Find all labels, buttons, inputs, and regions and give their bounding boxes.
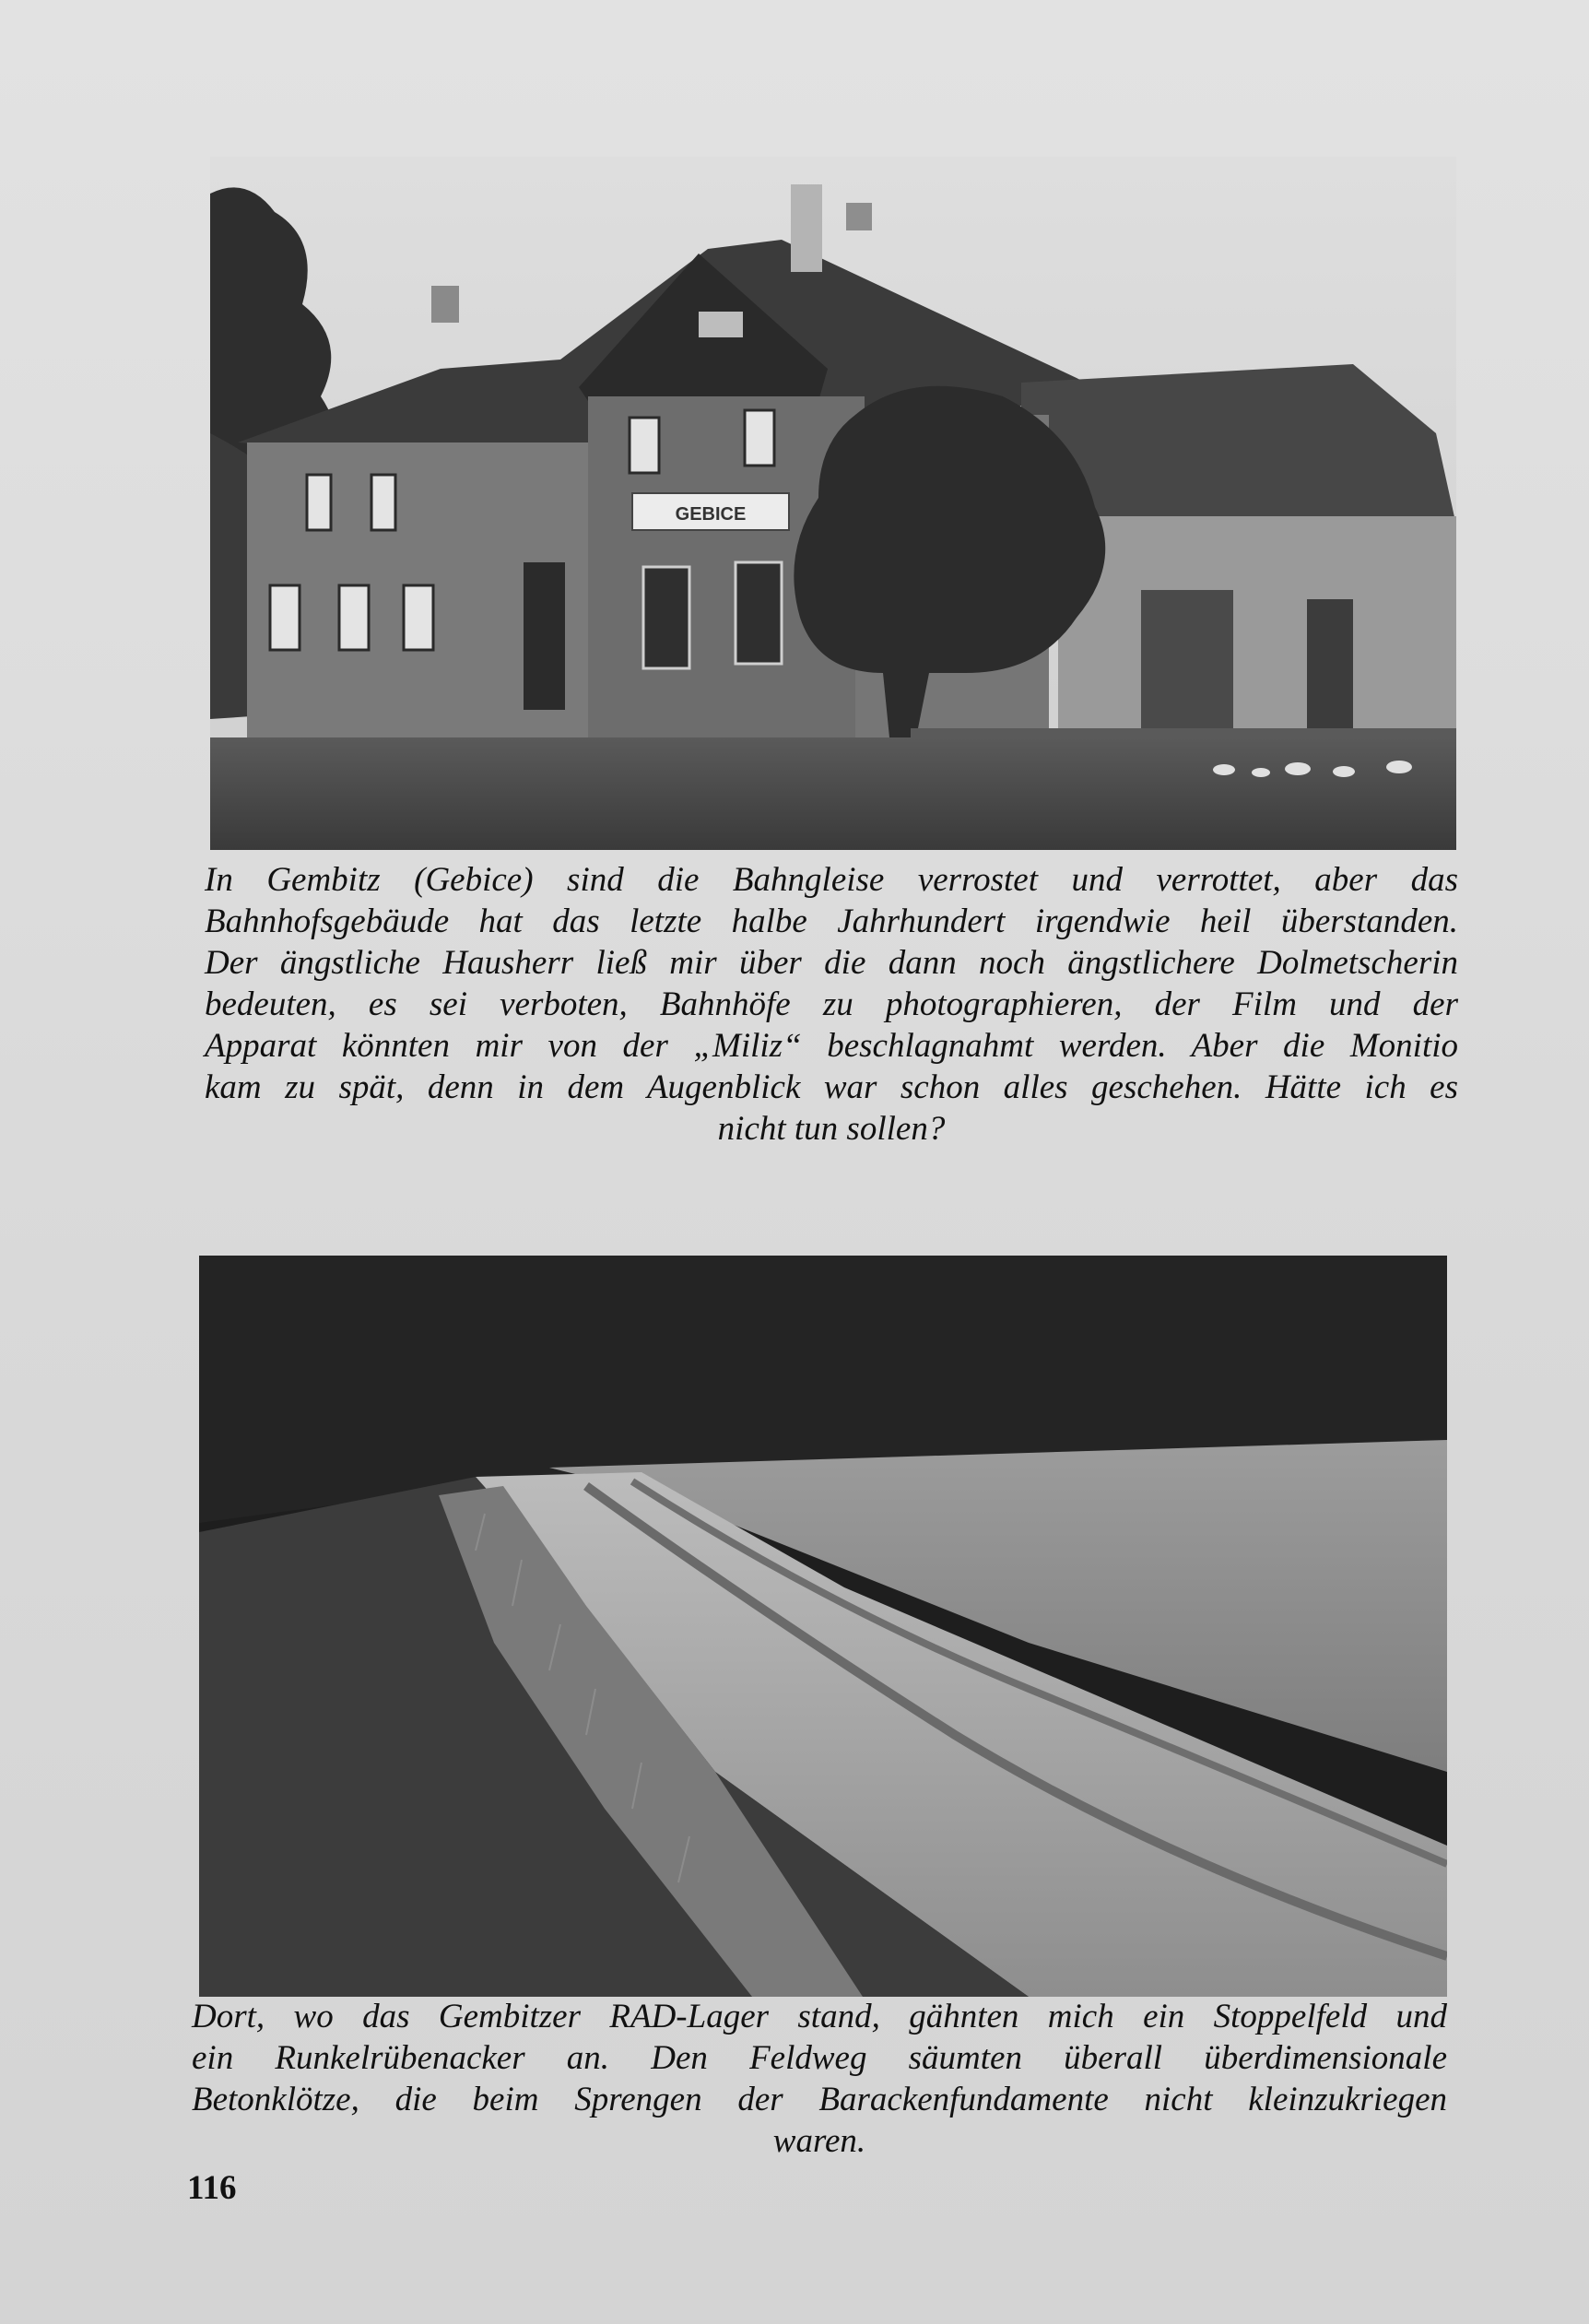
field-photo xyxy=(199,1256,1447,1997)
caption-line: waren. xyxy=(772,2122,866,2160)
field-path-image xyxy=(199,1256,1447,1997)
caption-line: In Gembitz (Gebice) sind die Bahngleise verrostet und verrottet, aber das xyxy=(205,861,1458,899)
caption-line: Bahnhofsgebäude hat das letzte halbe Jahrhundert irgendwie heil überstanden. xyxy=(205,902,1458,940)
caption-line: ein Runkelrübenacker an. Den Feldweg säumten überall überdimensionale xyxy=(192,2039,1447,2077)
station-building-image xyxy=(210,157,1456,850)
caption-line: bedeuten, es sei verboten, Bahnhöfe zu photographieren, der Film und der xyxy=(205,985,1458,1023)
caption-line: Apparat könnten mir von der „Miliz“ beschlagnahmt werden. Aber die Monitio xyxy=(205,1027,1458,1065)
caption-line: kam zu spät, denn in dem Augenblick war schon alles geschehen. Hätte ich es xyxy=(205,1068,1458,1106)
caption-line: Betonklötze, die beim Sprengen der Barackenfundamente nicht kleinzukriegen xyxy=(192,2081,1447,2118)
caption-line: nicht tun sollen? xyxy=(717,1110,946,1148)
caption-line: Der ängstliche Hausherr ließ mir über die dann noch ängstlichere Dolmetscherin xyxy=(205,944,1458,982)
station-sign-text: GEBICE xyxy=(675,504,747,525)
field-caption xyxy=(192,1996,1447,2162)
station-photo xyxy=(210,157,1456,850)
page-number: 116 xyxy=(187,2169,237,2207)
station-caption xyxy=(205,859,1458,1150)
caption-line: Dort, wo das Gembitzer RAD-Lager stand, gähnten mich ein Stoppelfeld und xyxy=(192,1998,1447,2035)
